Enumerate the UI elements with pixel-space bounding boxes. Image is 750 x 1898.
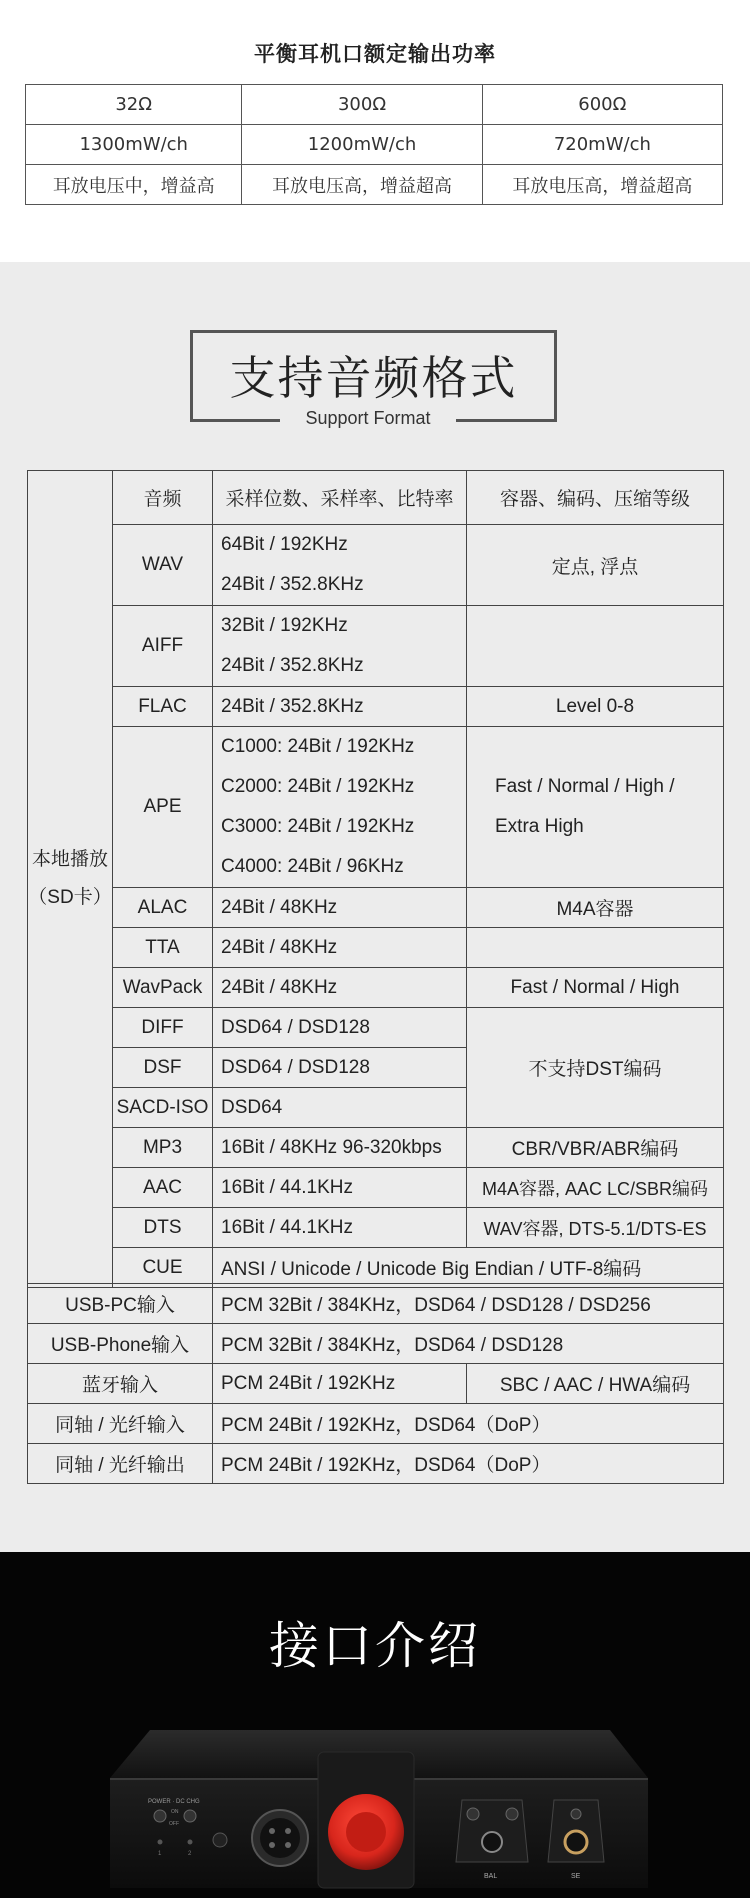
- table-row: [28, 968, 724, 1008]
- format-rate: 24Bit / 352.8KHz: [213, 687, 467, 727]
- power-label: POWER · DC CHG: [148, 1799, 200, 1805]
- format-rate: ANSI / Unicode / Unicode Big Endian / UTF-8编码: [213, 1248, 724, 1288]
- format-name: WAV: [113, 525, 213, 606]
- se-label: SE: [571, 1873, 581, 1880]
- input-table: [27, 1283, 724, 1484]
- local-playback-label: 本地播放 （SD卡）: [28, 471, 113, 1288]
- format-subtitle: Support Format: [305, 408, 431, 428]
- table-row: [28, 1364, 724, 1404]
- power-output-table: [25, 84, 723, 205]
- table-row: [28, 1168, 724, 1208]
- format-codec: 定点, 浮点: [467, 525, 724, 606]
- power-32: 1300mW/ch: [26, 125, 242, 165]
- input-name: 同轴 / 光纤输出: [28, 1444, 213, 1484]
- ch1-label: 1: [158, 1851, 162, 1857]
- format-rate: DSD64 / DSD128: [213, 1008, 467, 1048]
- volume-knob-cap: [346, 1812, 386, 1852]
- table-row: [28, 1444, 724, 1484]
- table-row: [28, 1008, 724, 1048]
- format-rate: C1000: 24Bit / 192KHz C2000: 24Bit / 192KHz C3000: 24Bit / 192KHz C4000: 24Bit / 96KHz: [213, 727, 467, 888]
- format-name: SACD-ISO: [113, 1088, 213, 1128]
- mode-300: 耳放电压高，增益超高: [242, 165, 482, 205]
- format-codec: 不支持DST编码: [467, 1008, 724, 1128]
- format-rate: 24Bit / 48KHz: [213, 968, 467, 1008]
- format-rate: 32Bit / 192KHz 24Bit / 352.8KHz: [213, 606, 467, 687]
- input-codec: SBC / AAC / HWA编码: [467, 1364, 724, 1404]
- format-title: 支持音频格式: [229, 351, 518, 405]
- format-name: CUE: [113, 1248, 213, 1288]
- on-label: ON: [171, 1809, 179, 1815]
- format-name: WavPack: [113, 968, 213, 1008]
- xlr-pin-icon: [285, 1828, 291, 1834]
- input-rate: PCM 24Bit / 192KHz，DSD64（DoP）: [213, 1404, 724, 1444]
- table-row: [26, 85, 723, 125]
- xlr-pin-icon: [269, 1828, 275, 1834]
- power-switch-icon: [154, 1810, 166, 1822]
- table-row: [28, 471, 724, 525]
- input-name: USB-Phone输入: [28, 1324, 213, 1364]
- input-rate: PCM 24Bit / 192KHz: [213, 1364, 467, 1404]
- frame-line-left: [190, 419, 280, 422]
- input-name: 蓝牙输入: [28, 1364, 213, 1404]
- bal-jack-icon: [467, 1808, 479, 1820]
- format-name: TTA: [113, 928, 213, 968]
- table-row: [28, 1128, 724, 1168]
- device-front-panel-image: [0, 1682, 750, 1898]
- format-rate: DSD64: [213, 1088, 467, 1128]
- format-rate: 16Bit / 44.1KHz: [213, 1168, 467, 1208]
- table-row: [28, 1208, 724, 1248]
- format-codec: M4A容器, AAC LC/SBR编码: [467, 1168, 724, 1208]
- format-table: [27, 470, 724, 1288]
- xlr-inner-icon: [260, 1818, 300, 1858]
- format-name: DTS: [113, 1208, 213, 1248]
- small-button-icon: [213, 1833, 227, 1847]
- format-codec: WAV容器, DTS-5.1/DTS-ES: [467, 1208, 724, 1248]
- format-name: MP3: [113, 1128, 213, 1168]
- format-codec: Fast / Normal / High: [467, 968, 724, 1008]
- format-name: AIFF: [113, 606, 213, 687]
- se-small-jack-icon: [571, 1809, 581, 1819]
- table-row: [28, 727, 724, 888]
- se-jack-icon: [565, 1831, 587, 1853]
- input-name: 同轴 / 光纤输入: [28, 1404, 213, 1444]
- bal-jack-icon: [506, 1808, 518, 1820]
- format-codec: CBR/VBR/ABR编码: [467, 1128, 724, 1168]
- format-name: APE: [113, 727, 213, 888]
- table-row: [28, 1324, 724, 1364]
- format-rate: DSD64 / DSD128: [213, 1048, 467, 1088]
- format-codec: Fast / Normal / High / Extra High: [467, 727, 724, 888]
- led-1-icon: [158, 1840, 163, 1845]
- format-name: AAC: [113, 1168, 213, 1208]
- impedance-300: 300Ω: [242, 85, 482, 125]
- impedance-600: 600Ω: [482, 85, 722, 125]
- bal-label: BAL: [484, 1873, 498, 1880]
- led-2-icon: [188, 1840, 193, 1845]
- format-rate: 16Bit / 48KHz 96-320kbps: [213, 1128, 467, 1168]
- table-row: [28, 1284, 724, 1324]
- format-codec: Level 0-8: [467, 687, 724, 727]
- format-name: FLAC: [113, 687, 213, 727]
- mode-32: 耳放电压中，增益高: [26, 165, 242, 205]
- format-codec: [467, 928, 724, 968]
- power-output-title: 平衡耳机口额定输出功率: [254, 42, 496, 66]
- format-name: DSF: [113, 1048, 213, 1088]
- table-row: [26, 165, 723, 205]
- table-row: [28, 1248, 724, 1288]
- support-format-section: [0, 262, 750, 1552]
- dc-charge-icon: [184, 1810, 196, 1822]
- ch2-label: 2: [188, 1851, 192, 1857]
- header-rate: 采样位数、采样率、比特率: [213, 471, 467, 525]
- impedance-32: 32Ω: [26, 85, 242, 125]
- format-codec: M4A容器: [467, 888, 724, 928]
- xlr-pin-icon: [285, 1842, 291, 1848]
- header-codec: 容器、编码、压缩等级: [467, 471, 724, 525]
- header-format: 音频: [113, 471, 213, 525]
- power-300: 1200mW/ch: [242, 125, 482, 165]
- format-rate: 24Bit / 48KHz: [213, 888, 467, 928]
- table-row: [28, 525, 724, 606]
- xlr-pin-icon: [269, 1842, 275, 1848]
- bal-main-jack-icon: [482, 1832, 502, 1852]
- format-codec: [467, 606, 724, 687]
- interface-section: [0, 1552, 750, 1898]
- table-row: [26, 125, 723, 165]
- interface-title: 接口介绍: [269, 1617, 481, 1675]
- format-name: DIFF: [113, 1008, 213, 1048]
- off-label: OFF: [169, 1821, 179, 1827]
- frame-line-right: [456, 419, 557, 422]
- table-row: [28, 606, 724, 687]
- input-rate: PCM 32Bit / 384KHz，DSD64 / DSD128: [213, 1324, 724, 1364]
- format-rate: 64Bit / 192KHz 24Bit / 352.8KHz: [213, 525, 467, 606]
- table-row: [28, 1404, 724, 1444]
- format-rate: 24Bit / 48KHz: [213, 928, 467, 968]
- table-row: [28, 888, 724, 928]
- power-output-section: [0, 0, 750, 262]
- table-row: [28, 687, 724, 727]
- input-name: USB-PC输入: [28, 1284, 213, 1324]
- table-row: [28, 928, 724, 968]
- format-rate: 16Bit / 44.1KHz: [213, 1208, 467, 1248]
- input-rate: PCM 24Bit / 192KHz，DSD64（DoP）: [213, 1444, 724, 1484]
- format-name: ALAC: [113, 888, 213, 928]
- mode-600: 耳放电压高，增益超高: [482, 165, 722, 205]
- input-rate: PCM 32Bit / 384KHz，DSD64 / DSD128 / DSD256: [213, 1284, 724, 1324]
- power-600: 720mW/ch: [482, 125, 722, 165]
